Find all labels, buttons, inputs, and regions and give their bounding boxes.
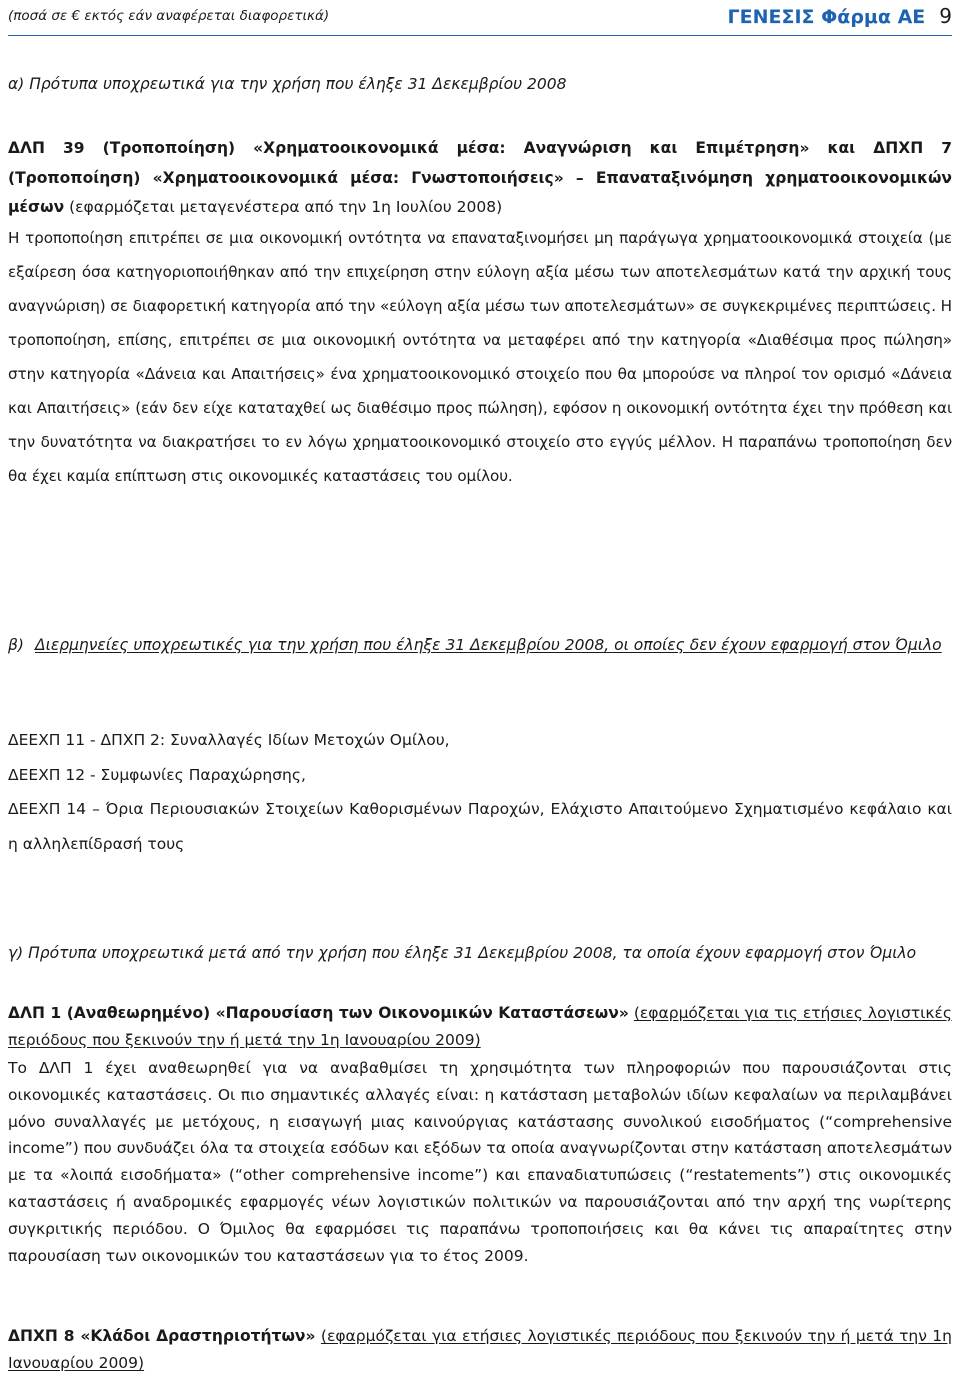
ias39-title-note: (εφαρμόζεται μεταγενέστερα από την 1η Ιουλίου 2008) — [69, 198, 503, 216]
ias39-body: Η τροποποίηση επιτρέπει σε μια οικονομική οντότητα να επαναταξινομήσει μη παράγωγα χρηματοοικονομικά στοιχεία (με εξαίρεση όσα κατηγοριοποιήθηκαν από την επιχείρηση στην εύλογη αξία μέσω των αποτελεσμάτων κατά την αρχική τους αναγνώριση) σε διαφορετική κατηγορία από την «εύλογη αξία μέσω των αποτελεσμάτων» σε συγκεκριμένες περιπτώσεις. Η τροποποίηση, επίσης, επιτρέπει σε μια οικονομική οντότητα να μεταφέρει από την κατηγορία «Διαθέσιμα προς πώληση» στην κατηγορία «Δάνεια και Απαιτήσεις» ένα χρηματοοικονομικό στοιχείο που θα μπορούσε να πληροί τον ορισμό «Δάνεια και Απαιτήσεις» (εάν δεν είχε καταταχθεί ως διαθέσιμο προς πώληση), εφόσον η οικονομική οντότητα έχει την πρόθεση και την δυνατότητα να διακρατήσει το εν λόγω χρηματοοικονομικό στοιχείο στο εγγύς μέλλον. Η παραπάνω τροποποίηση δεν θα έχει καμία επίπτωση στις οικονομικές καταστάσεις του ομίλου. — [8, 229, 952, 485]
section-c-heading: γ) Πρότυπα υποχρεωτικά μετά από την χρήση που έληξε 31 Δεκεμβρίου 2008, τα οποία έχουν εφαρμογή στον Όμιλο — [8, 944, 917, 962]
ias1-title-note: (εφαρμόζεται για τις ετήσιες λογιστικές περιόδους που ξεκινούν την ή μετά την 1η Ιανουαρίου 2009) — [8, 1004, 952, 1049]
ias39-title-bold: ΔΛΠ 39 (Τροποποίηση) «Χρηματοοικονομικά μέσα: Αναγνώριση και Επιμέτρηση» και ΔΠΧΠ 7 (Τροποποίηση) «Χρηματοοικονομικά μέσα: Γνωστοποιήσεις» – Επαναταξινόμηση χρηματοοικονομικών μέσων — [8, 139, 952, 216]
ias1-title-bold: ΔΛΠ 1 (Αναθεωρημένο) «Παρουσίαση των Οικονομικών Καταστάσεων» — [8, 1004, 629, 1022]
currency-note: (ποσά σε € εκτός εάν αναφέρεται διαφορετικά) — [8, 8, 330, 24]
section-b-heading — [8, 628, 952, 662]
ifrs8-title — [8, 1323, 952, 1377]
section-a-heading: α) Πρότυπα υποχρεωτικά για την χρήση που έληξε 31 Δεκεμβρίου 2008 — [8, 75, 567, 93]
interpretations-list — [8, 723, 952, 861]
section-b-heading-text: Διερμηνείες υποχρεωτικές για την χρήση που έληξε 31 Δεκεμβρίου 2008, οι οποίες δεν έχουν εφαρμογή στον Όμιλο — [35, 636, 942, 654]
section-b-label: β) — [8, 636, 24, 654]
page-number: 9 — [939, 4, 952, 28]
ias39-title — [8, 134, 952, 223]
page-header — [8, 4, 952, 32]
ias1-title — [8, 1000, 952, 1054]
list-item: ΔΕΕΧΠ 12 - Συμφωνίες Παραχώρησης, — [8, 765, 306, 784]
ias1-body: Το ΔΛΠ 1 έχει αναθεωρηθεί για να αναβαθμίσει τη χρησιμότητα των πληροφοριών που παρουσιάζονται στις οικονομικές καταστάσεις. Οι πιο σημαντικές αλλαγές είναι: η κατάσταση μεταβολών ιδίων κεφαλαίων να περιλαμβάνει μόνο συναλλαγές με μετόχους, η εισαγωγή μιας καινούργιας κατάστασης συνολικού εισοδήματος (“comprehensive income”) που συνδυάζει όλα τα στοιχεία εσόδων και εξόδων τα οποία αναγνωρίζονται στην κατάσταση αποτελεσμάτων με τα «λοιπά εισοδήματα» (“other comprehensive income”) και επαναδιατυπώσεις (“restatements”) στις οικονομικές καταστάσεις ή αναδρομικές εφαρμογές νέων λογιστικών πολιτικών να παρουσιάζονται από την αρχή της νωρίτερης συγκριτικής περιόδου. Ο Όμιλος θα εφαρμόσει τις παραπάνω τροποποιήσεις και θα κάνει τις απαραίτητες στην παρουσίαση των οικονομικών του καταστάσεων για το έτος 2009. — [8, 1059, 952, 1265]
ifrs8-title-note: (εφαρμόζεται για ετήσιες λογιστικές περιόδους που ξεκινούν την ή μετά την 1η Ιανουαρίου 2009) — [8, 1327, 952, 1372]
ifrs8-title-bold: ΔΠΧΠ 8 «Κλάδοι Δραστηριοτήτων» — [8, 1327, 316, 1345]
header-divider — [8, 35, 952, 36]
list-item: ΔΕΕΧΠ 14 – Όρια Περιουσιακών Στοιχείων Καθορισμένων Παροχών, Ελάχιστο Απαιτούμενο Σχηματισμένο κεφάλαιο και η αλληλεπίδρασή τους — [8, 800, 952, 853]
list-item: ΔΕΕΧΠ 11 - ΔΠΧΠ 2: Συναλλαγές Ιδίων Μετοχών Ομίλου, — [8, 731, 450, 749]
company-name: ΓΕΝΕΣΙΣ Φάρμα ΑΕ — [727, 6, 926, 28]
header-right — [728, 4, 952, 28]
